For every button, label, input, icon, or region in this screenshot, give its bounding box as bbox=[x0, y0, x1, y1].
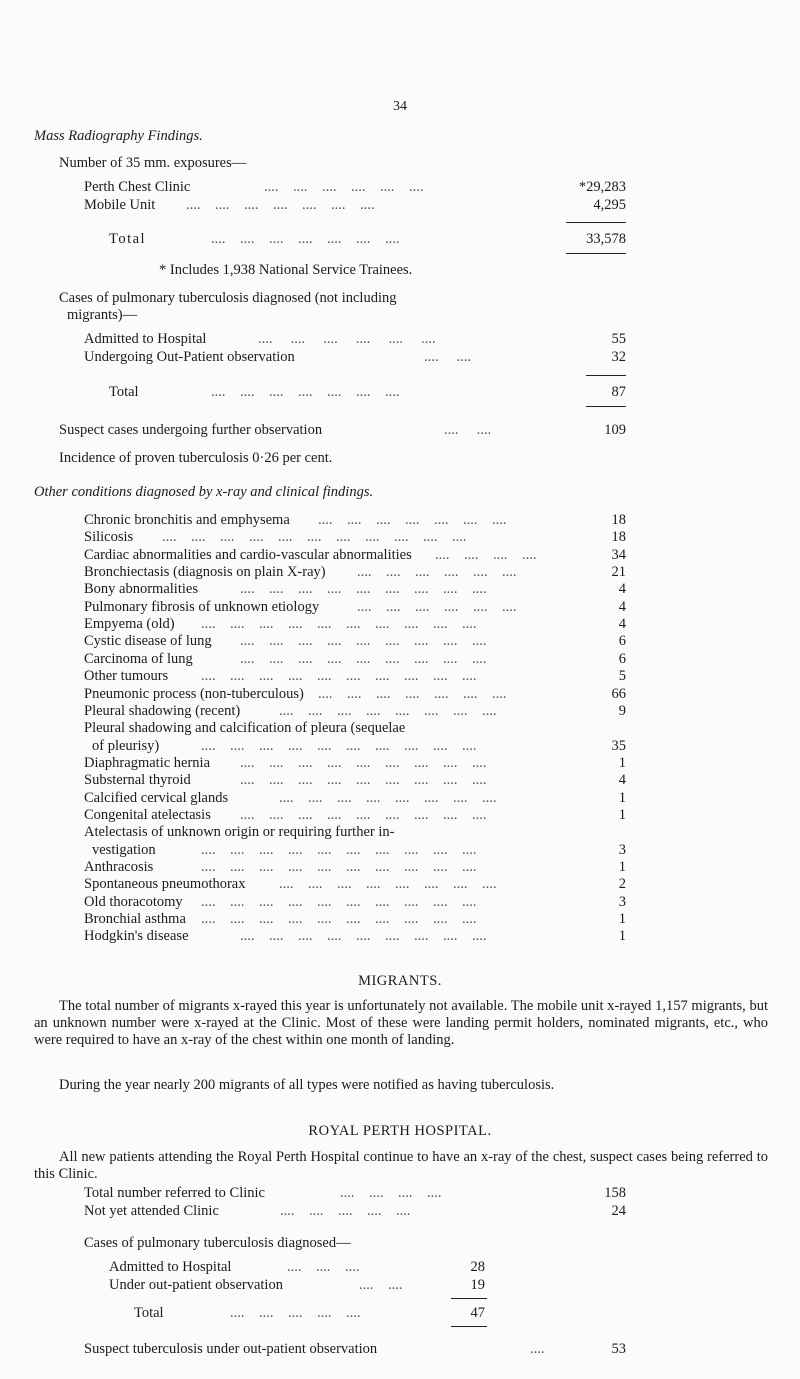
condition-value: 4 bbox=[618, 598, 626, 615]
row-value: 24 bbox=[611, 1203, 626, 1219]
condition-value: 2 bbox=[618, 876, 626, 893]
migrants-title: MIGRANTS. bbox=[358, 973, 442, 989]
leader-dots: .... .... .... .... .... .... bbox=[357, 598, 517, 615]
leader-dots: .... bbox=[530, 1341, 545, 1357]
condition-label: Substernal thyroid bbox=[84, 772, 191, 789]
leader-dots: .... .... .... .... .... .... .... .... .... .... bbox=[201, 616, 477, 633]
leader-dots: .... .... .... .... .... .... bbox=[258, 331, 436, 347]
row-value: 109 bbox=[604, 422, 626, 438]
leader-dots: .... .... .... .... .... .... .... .... .... bbox=[240, 633, 487, 650]
leader-dots: .... .... .... .... .... .... .... .... .... bbox=[240, 754, 487, 771]
row-value: 32 bbox=[611, 349, 626, 365]
leader-dots: .... .... .... .... .... .... .... bbox=[211, 384, 400, 400]
condition-value: 1 bbox=[618, 911, 626, 928]
leader-dots: .... .... .... .... .... .... .... .... bbox=[279, 789, 497, 806]
row-label: Total bbox=[109, 231, 147, 247]
leader-dots: .... .... .... .... .... .... .... .... .... bbox=[240, 581, 487, 598]
condition-value: 4 bbox=[618, 772, 626, 789]
condition-value: 18 bbox=[611, 512, 626, 528]
condition-value: 34 bbox=[611, 546, 626, 563]
leader-dots: .... .... .... .... .... .... bbox=[357, 564, 517, 581]
condition-label: Pleural shadowing and calcification of pleura (sequelae bbox=[84, 720, 406, 737]
migrants-paragraph-1: The total number of migrants x-rayed this year is unfortunately not available. The mobile unit x-rayed 1,157 migrants, but an unknown number were x-rayed at the Clinic. Most of these were landing permit holders, nominated migrants, etc., who were required to have an x-ray of the chest within one month of landing. bbox=[34, 998, 768, 1048]
leader-dots: .... .... .... .... .... .... .... .... .... bbox=[240, 650, 487, 667]
condition-label: vestigation bbox=[92, 841, 156, 858]
condition-label: Other tumours bbox=[84, 668, 169, 685]
row-value: 33,578 bbox=[586, 231, 626, 247]
row-value: 19 bbox=[470, 1277, 485, 1293]
row-label: Perth Chest Clinic bbox=[84, 179, 191, 195]
leader-dots: .... .... .... .... .... .... .... .... bbox=[279, 876, 497, 893]
leader-dots: .... .... .... .... .... .... .... .... .... .... bbox=[201, 668, 477, 685]
condition-value: 5 bbox=[618, 668, 626, 685]
royal-perth-paragraph: All new patients attending the Royal Perth Hospital continue to have an x-ray of the chest, suspect cases being referred to this Clinic. bbox=[34, 1149, 768, 1182]
leader-dots: .... .... .... .... bbox=[340, 1185, 442, 1201]
condition-label: Chronic bronchitis and emphysema bbox=[84, 512, 290, 528]
row-label: Suspect tuberculosis under out-patient observation bbox=[84, 1341, 378, 1357]
leader-dots: .... .... .... bbox=[287, 1259, 360, 1275]
leader-dots: .... .... .... .... .... .... .... .... .... .... bbox=[201, 737, 477, 754]
cases-intro-line1: Cases of pulmonary tuberculosis diagnosed (not including bbox=[59, 290, 397, 306]
condition-label: Cystic disease of lung bbox=[84, 633, 212, 650]
condition-value: 3 bbox=[618, 841, 626, 858]
leader-dots: .... .... bbox=[444, 422, 492, 438]
condition-value: 4 bbox=[618, 581, 626, 598]
migrants-paragraph-2: During the year nearly 200 migrants of all types were notified as having tuberculosis. bbox=[59, 1077, 555, 1093]
condition-value: 1 bbox=[618, 754, 626, 771]
leader-dots: .... .... bbox=[359, 1277, 403, 1293]
condition-value: 6 bbox=[618, 633, 626, 650]
row-value: 87 bbox=[611, 384, 626, 400]
leader-dots: .... .... .... .... bbox=[435, 546, 537, 563]
condition-label: Silicosis bbox=[84, 529, 134, 546]
row-label: Admitted to Hospital bbox=[109, 1259, 232, 1275]
leader-dots: .... .... .... .... .... .... .... .... .... bbox=[240, 772, 487, 789]
condition-label: Spontaneous pneumothorax bbox=[84, 876, 246, 893]
row-value: 28 bbox=[470, 1259, 485, 1275]
condition-label: Congenital atelectasis bbox=[84, 806, 211, 823]
condition-value: 1 bbox=[618, 859, 626, 875]
leader-dots: .... .... .... .... .... .... .... .... .... .... bbox=[201, 893, 477, 910]
leader-dots: .... .... .... .... .... .... .... .... .... .... bbox=[201, 841, 477, 858]
row-label: Suspect cases undergoing further observation bbox=[59, 422, 323, 438]
condition-value: 1 bbox=[618, 806, 626, 823]
incidence-text: Incidence of proven tuberculosis 0·26 per cent. bbox=[59, 450, 333, 466]
row-label: Total bbox=[109, 384, 139, 400]
cases-total-rule-top bbox=[586, 375, 626, 376]
leader-dots: .... .... .... .... .... .... bbox=[264, 179, 424, 195]
row-label: Mobile Unit bbox=[84, 197, 156, 213]
leader-dots: .... .... .... .... .... bbox=[280, 1203, 411, 1219]
mass-radiography-heading: Mass Radiography Findings. bbox=[34, 128, 203, 144]
condition-value: 4 bbox=[618, 616, 626, 633]
condition-label: Calcified cervical glands bbox=[84, 789, 229, 806]
row-value: 47 bbox=[470, 1305, 485, 1321]
rph-cases-intro: Cases of pulmonary tuberculosis diagnosed— bbox=[84, 1235, 351, 1251]
exposures-total-rule-top bbox=[566, 222, 626, 223]
leader-dots: .... .... bbox=[424, 349, 472, 365]
exposures-total-rule-bottom bbox=[566, 253, 626, 254]
leader-dots: .... .... .... .... .... .... .... .... .... bbox=[240, 928, 487, 945]
condition-label: Cardiac abnormalities and cardio-vascular abnormalities bbox=[84, 546, 412, 563]
row-label: Under out-patient observation bbox=[109, 1277, 283, 1293]
leader-dots: .... .... .... .... .... .... .... .... .... .... bbox=[201, 911, 477, 928]
condition-label: Carcinoma of lung bbox=[84, 650, 193, 667]
condition-value: 6 bbox=[618, 650, 626, 667]
leader-dots: .... .... .... .... .... .... .... bbox=[318, 512, 507, 528]
condition-label: Pulmonary fibrosis of unknown etiology bbox=[84, 598, 320, 615]
condition-label: Bronchial asthma bbox=[84, 911, 186, 928]
condition-label: Diaphragmatic hernia bbox=[84, 754, 211, 771]
cases-intro-line2: migrants)— bbox=[67, 307, 138, 323]
row-label: Admitted to Hospital bbox=[84, 331, 207, 347]
cases-total-rule-bottom bbox=[586, 406, 626, 407]
royal-perth-title: ROYAL PERTH HOSPITAL. bbox=[308, 1123, 492, 1139]
condition-value: 18 bbox=[611, 529, 626, 546]
row-value: 4,295 bbox=[593, 197, 626, 213]
page-number: 34 bbox=[393, 99, 407, 114]
row-value: *29,283 bbox=[578, 179, 626, 195]
row-value: 158 bbox=[604, 1185, 626, 1201]
exposures-intro: Number of 35 mm. exposures— bbox=[59, 155, 247, 171]
condition-value: 21 bbox=[611, 564, 626, 581]
condition-label: Empyema (old) bbox=[84, 616, 175, 633]
row-label: Total number referred to Clinic bbox=[84, 1185, 265, 1201]
condition-label: Atelectasis of unknown origin or requiring further in- bbox=[84, 824, 395, 841]
condition-label: Hodgkin's disease bbox=[84, 928, 189, 945]
row-value: 53 bbox=[611, 1341, 626, 1357]
rph-total-rule-top bbox=[451, 1298, 487, 1299]
condition-label: Bronchiectasis (diagnosis on plain X-ray) bbox=[84, 564, 326, 581]
condition-value: 66 bbox=[611, 685, 626, 702]
condition-label: Old thoracotomy bbox=[84, 893, 183, 910]
leader-dots: .... .... .... .... .... .... .... .... .... bbox=[240, 806, 487, 823]
other-conditions-heading: Other conditions diagnosed by x-ray and clinical findings. bbox=[34, 484, 374, 500]
condition-value: 1 bbox=[618, 928, 626, 945]
row-label: Not yet attended Clinic bbox=[84, 1203, 219, 1219]
condition-value: 1 bbox=[618, 789, 626, 806]
leader-dots: .... .... .... .... .... .... .... .... .... .... bbox=[201, 859, 477, 875]
row-label: Undergoing Out-Patient observation bbox=[84, 349, 295, 365]
condition-label: of pleurisy) bbox=[92, 737, 160, 754]
leader-dots: .... .... .... .... .... .... .... .... bbox=[279, 702, 497, 719]
condition-value: 35 bbox=[611, 737, 626, 754]
leader-dots: .... .... .... .... .... bbox=[230, 1305, 361, 1321]
row-label: Total bbox=[134, 1305, 164, 1321]
rph-total-rule-bottom bbox=[451, 1326, 487, 1327]
leader-dots: .... .... .... .... .... .... .... bbox=[211, 231, 400, 247]
condition-label: Pleural shadowing (recent) bbox=[84, 702, 241, 719]
leader-dots: .... .... .... .... .... .... .... bbox=[186, 197, 375, 213]
condition-label: Anthracosis bbox=[84, 859, 154, 875]
condition-value: 3 bbox=[618, 893, 626, 910]
leader-dots: .... .... .... .... .... .... .... bbox=[318, 685, 507, 702]
leader-dots: .... .... .... .... .... .... .... .... .... .... .... bbox=[162, 529, 467, 546]
condition-value: 9 bbox=[618, 702, 626, 719]
footnote: * Includes 1,938 National Service Trainees. bbox=[159, 262, 413, 278]
condition-label: Pneumonic process (non-tuberculous) bbox=[84, 685, 304, 702]
row-value: 55 bbox=[611, 331, 626, 347]
condition-label: Bony abnormalities bbox=[84, 581, 198, 598]
